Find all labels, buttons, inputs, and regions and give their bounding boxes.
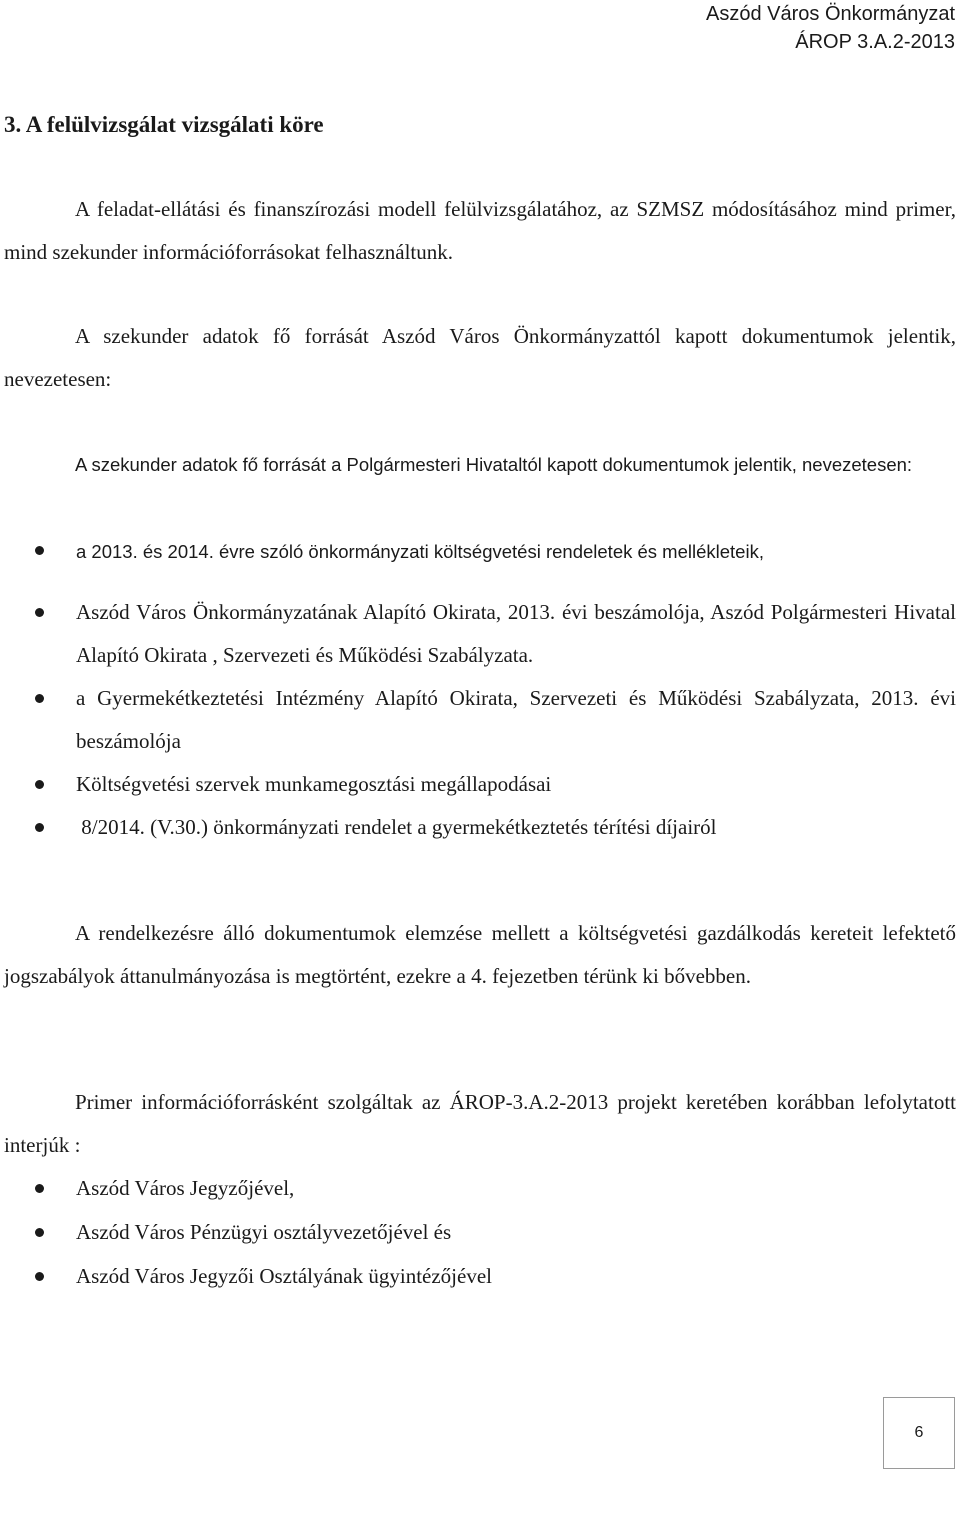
list-item-catering-fee-decree: 8/2014. (V.30.) önkormányzati rendelet a gyermekétkeztetés térítési díjairól: [76, 815, 717, 839]
paragraph-secondary-sources-municipality: A szekunder adatok fő forrását Aszód Város Önkormányzattól kapott dokumentumok jelentik, nevezetesen:: [4, 324, 956, 391]
paragraph-secondary-sources-office: A szekunder adatok fő forrását a Polgármesteri Hivataltól kapott dokumentumok jelentik, nevezetesen:: [75, 454, 913, 475]
paragraph-document-analysis: A rendelkezésre álló dokumentumok elemzése mellett a költségvetési gazdálkodás kereteit lefektető jogszabályok áttanulmányozása is megtörtént, ezekre a 4. fejezetben térünk ki bővebben.: [4, 921, 956, 988]
list-item-child-catering-institution: a Gyermekétkeztetési Intézmény Alapító Okirata, Szervezeti és Működési Szabályzata, 2013. évi beszámolója: [76, 686, 956, 753]
page-header: [706, 0, 955, 56]
list-item-interview-notary: Aszód Város Jegyzőjével,: [76, 1176, 295, 1200]
paragraph-sources-intro: A feladat-ellátási és finanszírozási modell felülvizsgálatához, az SZMSZ módosításához mind primer, mind szekunder információforrásokat felhasználtunk.: [4, 197, 956, 264]
list-item-interview-finance-head: Aszód Város Pénzügyi osztályvezetőjével és: [76, 1220, 452, 1244]
paragraph-primary-sources: Primer információforrásként szolgáltak az ÁROP-3.A.2-2013 projekt keretében korábban lefolytatott interjúk :: [4, 1090, 956, 1157]
section-heading: 3. A felülvizsgálat vizsgálati köre: [4, 112, 324, 137]
page-number-box: [883, 1397, 955, 1469]
list-item-founding-charter: Aszód Város Önkormányzatának Alapító Okirata, 2013. évi beszámolója, Aszód Polgármesteri Hivatal Alapító Okirata , Szervezeti és Működési Szabályzata.: [76, 600, 956, 667]
bullet-icon: [35, 694, 44, 703]
bullet-icon: [35, 608, 44, 617]
page-number: 6: [914, 1424, 924, 1441]
list-item-work-sharing-agreements: Költségvetési szervek munkamegosztási megállapodásai: [76, 772, 552, 796]
header-project-code: ÁROP 3.A.2-2013: [795, 31, 955, 53]
list-item-interview-clerk: Aszód Város Jegyzői Osztályának ügyintézőjével: [76, 1264, 492, 1288]
bullet-icon: [35, 1272, 44, 1281]
bullet-icon: [35, 1228, 44, 1237]
header-organization: Aszód Város Önkormányzat: [706, 3, 955, 25]
bullet-icon: [35, 1184, 44, 1193]
bullet-icon: [35, 823, 44, 832]
bullet-icon: [35, 780, 44, 789]
list-item-budget-decrees: a 2013. és 2014. évre szóló önkormányzati költségvetési rendeletek és mellékleteik,: [76, 541, 764, 562]
bullet-icon: [35, 546, 44, 555]
